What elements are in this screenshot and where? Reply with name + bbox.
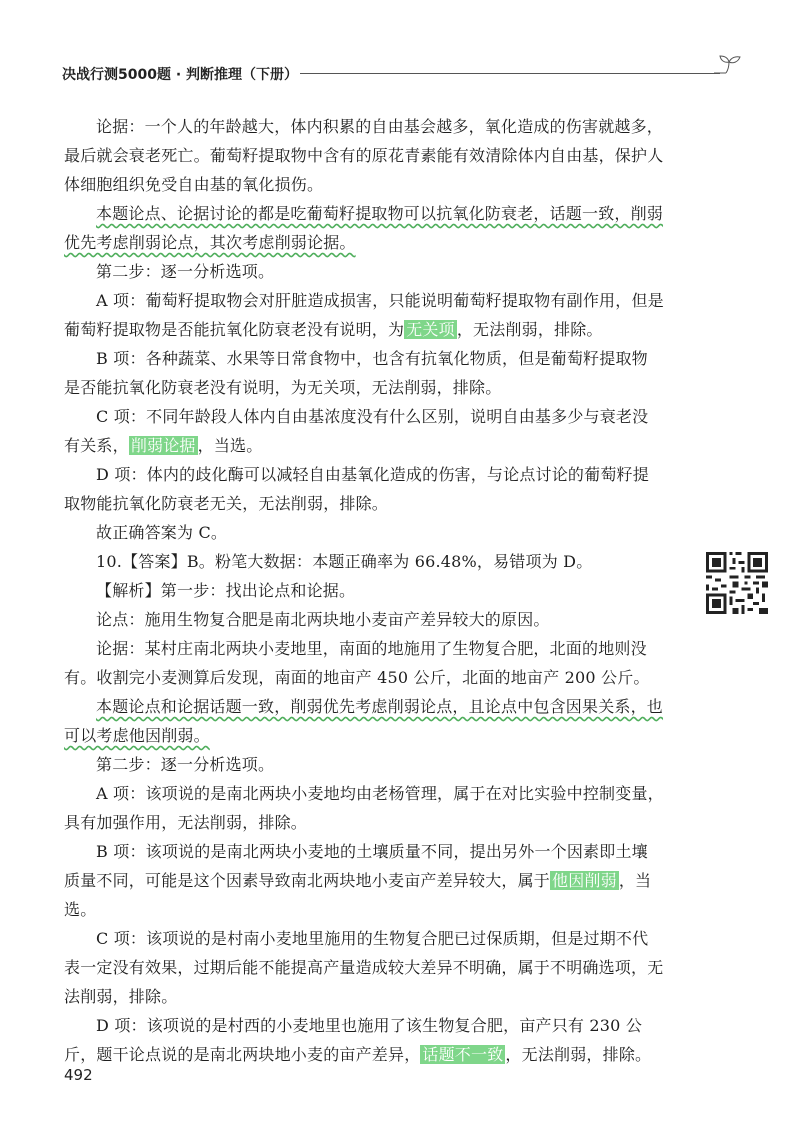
highlight: 无关项 xyxy=(406,320,455,339)
underlined-note: 本题论点和论据话题一致，削弱优先考虑削弱论点，且论点中包含因果关系，也可以考虑他因削弱。 xyxy=(64,697,664,745)
header-rule xyxy=(300,73,720,74)
text: A 项：葡萄籽提取物会对肝脏造成损害，只能说明葡萄籽提取物有副作用，但是葡萄籽提取物是否能抗氧化防衰老没有说明，为 xyxy=(64,291,664,339)
page-number: 492 xyxy=(64,1066,93,1084)
argument-evidence: 论据：某村庄南北两块小麦地里，南面的地施用了生物复合肥，北面的地则没有。收割完小麦测算后发现，南面的地亩产 450 公斤，北面的地亩产 200 公斤。 xyxy=(64,639,650,687)
text: B 项：该项说的是南北两块小麦地的土壤质量不同，提出另外一个因素即土壤质量不同，可能是这个因素导致南北两块地小麦亩产差异较大，属于 xyxy=(64,842,648,890)
highlight: 削弱论据 xyxy=(130,436,196,455)
analysis-step-2: 第二步：逐一分析选项。 xyxy=(96,755,275,774)
book-title: 决战行测5000题 · 判断推理（下册） xyxy=(62,67,299,83)
option-b-analysis: B 项：各种蔬菜、水果等日常食物中，也含有抗氧化物质，但是葡萄籽提取物是否能抗氧化防衰老没有说明，为无关项，无法削弱，排除。 xyxy=(64,349,648,397)
option-d-analysis xyxy=(64,1011,664,1069)
answer-explanation xyxy=(64,112,664,1069)
paragraph: 第二步：逐一分析选项。 xyxy=(96,262,275,281)
text: D 项：该项说的是村西的小麦地里也施用了该生物复合肥，亩产只有 230 公斤，题干论点说的是南北两块地小麦的亩产差异， xyxy=(64,1016,643,1064)
option-b-analysis xyxy=(64,837,664,924)
highlight: 话题不一致 xyxy=(422,1045,504,1064)
option-a-analysis: A 项：该项说的是南北两块小麦地均由老杨管理，属于在对比实验中控制变量，具有加强作用，无法削弱，排除。 xyxy=(64,784,664,832)
paragraph: 论据：一个人的年龄越大，体内积累的自由基会越多，氧化造成的伤害就越多，最后就会衰老死亡。葡萄籽提取物中含有的原花青素能有效清除体内自由基，保护人体细胞组织免受自由基的氧化损伤。 xyxy=(64,117,664,194)
paragraph xyxy=(64,692,664,750)
text: ，无法削弱，排除。 xyxy=(505,1045,652,1064)
highlight: 他因削弱 xyxy=(552,871,617,890)
option-d-analysis: D 项：体内的歧化酶可以减轻自由基氧化造成的伤害，与论点讨论的葡萄籽提取物能抗氧化防衰老无关，无法削弱，排除。 xyxy=(64,465,649,513)
option-c-analysis xyxy=(64,402,664,460)
text: C 项：不同年龄段人体内自由基浓度没有什么区别，说明自由基多少与衰老没有关系， xyxy=(64,407,649,455)
underlined-note: 本题论点、论据讨论的都是吃葡萄籽提取物可以抗氧化防衰老，话题一致，削弱优先考虑削弱论点，其次考虑削弱论据。 xyxy=(64,204,664,252)
paragraph xyxy=(64,199,664,257)
option-c-analysis: C 项：该项说的是村南小麦地里施用的生物复合肥已过保质期，但是过期不代表一定没有效果，过期后能不能提高产量造成较大差异不明确，属于不明确选项，无法削弱，排除。 xyxy=(64,929,664,1006)
analysis-step-1: 【解析】第一步：找出论点和论据。 xyxy=(96,581,356,600)
qr-code-icon[interactable] xyxy=(706,552,768,614)
text: ，当选。 xyxy=(64,871,652,919)
text: ，当选。 xyxy=(197,436,263,455)
argument-claim: 论点：施用生物复合肥是南北两块地小麦亩产差异较大的原因。 xyxy=(96,610,550,629)
text: ，无法削弱，排除。 xyxy=(456,320,603,339)
page-header xyxy=(0,60,800,90)
sprout-icon xyxy=(712,52,746,78)
question-10-answer: 10.【答案】B。粉笔大数据：本题正确率为 66.48%，易错项为 D。 xyxy=(96,552,593,571)
option-a-analysis xyxy=(64,286,664,344)
correct-answer: 故正确答案为 C。 xyxy=(96,523,228,542)
